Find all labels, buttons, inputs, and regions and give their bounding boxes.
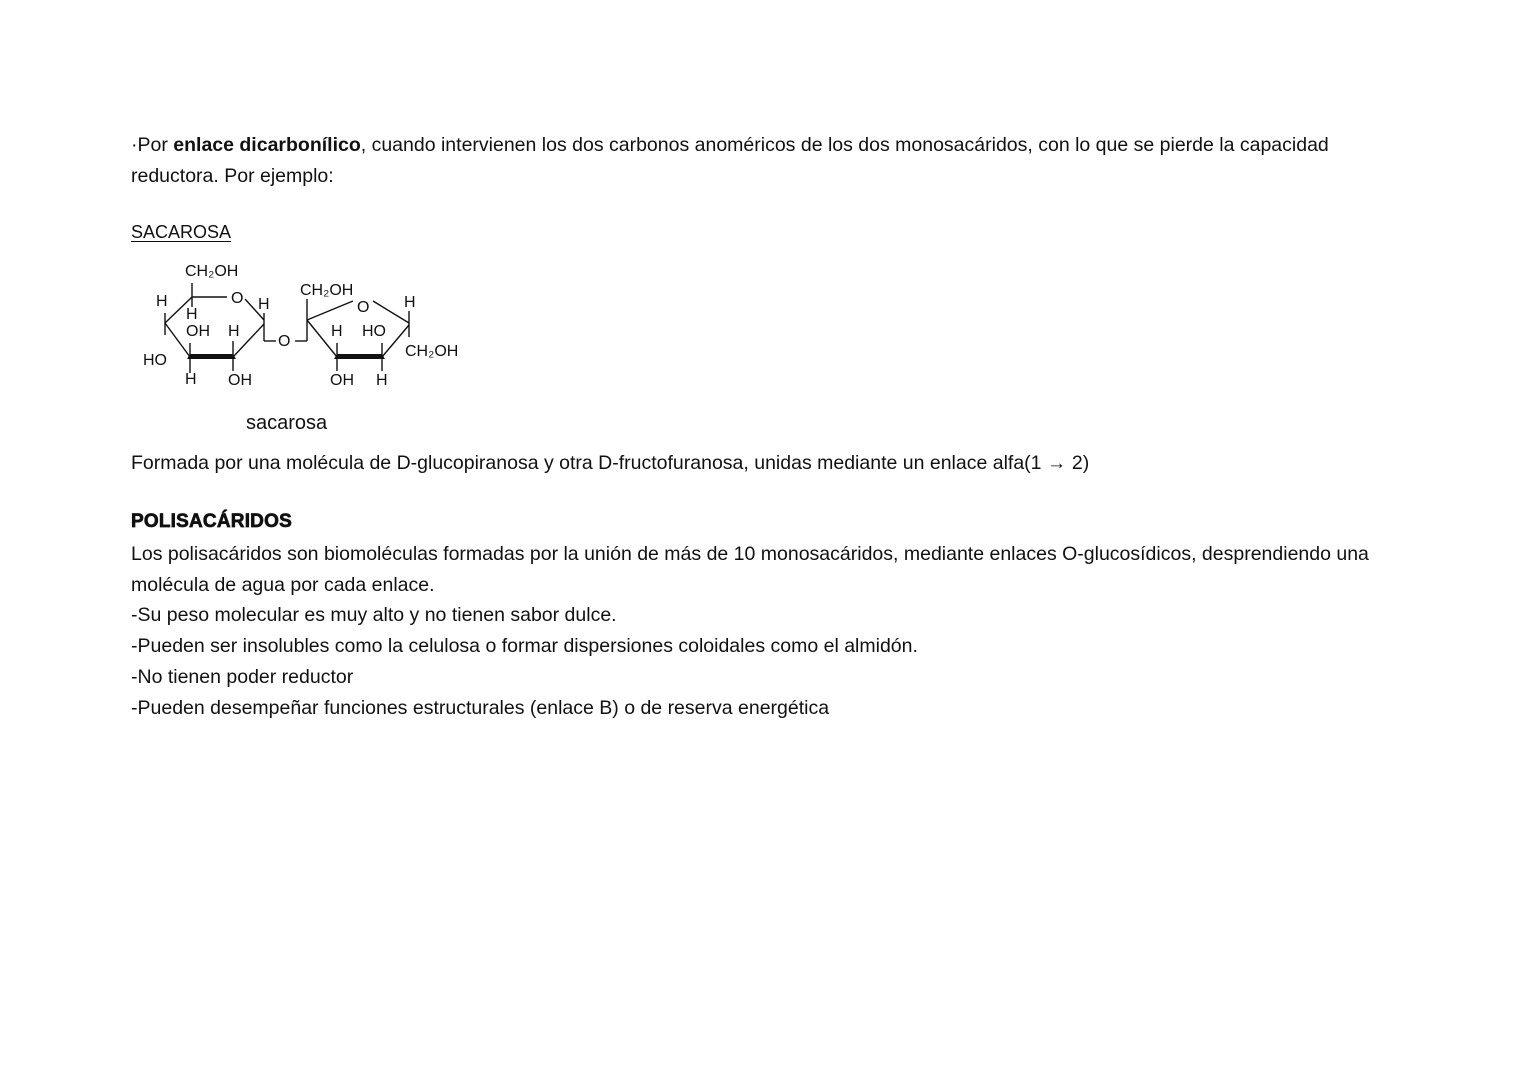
paragraph-line1-rest: , cuando intervienen los dos carbonos anoméricos de los dos monosacáridos, con lo que se pierde la capacidad (360, 134, 1329, 156)
sucrose-structure (135, 255, 480, 440)
bridge-o: O (278, 333, 291, 350)
fructose-ho-c3: HO (362, 323, 386, 340)
structure-caption: sacarosa (246, 412, 328, 434)
sacarosa-heading: SACAROSA (131, 222, 232, 242)
fructose-h-c5: H (404, 294, 416, 311)
glucose-h-c2: H (228, 323, 240, 340)
glucose-h-c1: H (258, 296, 270, 313)
fructose-oh-c3: OH (330, 372, 354, 389)
polisacaridos-line: -Su peso molecular es muy alto y no tienen sabor dulce. (131, 604, 617, 627)
paragraph-bold-term: enlace dicarbonílico (173, 134, 361, 156)
glucose-ch2oh: CH₂OH (185, 263, 239, 280)
polisacaridos-line: molécula de agua por cada enlace. (131, 573, 435, 596)
fructose-ring (295, 299, 409, 371)
polisacaridos-line: -Pueden ser insolubles como la celulosa o formar dispersiones coloidales como el almidón. (131, 635, 918, 658)
polisacaridos-line: -No tienen poder reductor (131, 665, 354, 688)
polisacaridos-title: POLISACÁRIDOS (131, 511, 292, 532)
fructose-ch2oh-right: CH₂OH (405, 343, 459, 360)
polisacaridos-line: -Pueden desempeñar funciones estructurales (enlace B) o de reserva energética (131, 696, 830, 719)
sucrose-description: Formada por una molécula de D-glucopiranosa y otra D-fructofuranosa, unidas mediante un enlace alfa(1 → 2) (131, 452, 1090, 474)
glucose-ho-c4: HO (143, 352, 167, 369)
fructose-bold-edge (334, 354, 385, 359)
glucose-bold-edge (187, 354, 236, 359)
glucose-ring-o: O (231, 290, 244, 307)
glucose-h-c3: H (185, 371, 197, 388)
fructose-h-c4: H (331, 323, 343, 340)
glucose-h-c5b: H (186, 306, 198, 323)
polisacaridos-line: Los polisacáridos son biomoléculas formadas por la unión de más de 10 monosacáridos, mediante enlaces O-glucosídicos, desprendiendo una (131, 543, 1369, 565)
glucose-oh-c3: OH (186, 323, 210, 340)
glucose-h-c5: H (156, 293, 168, 310)
paragraph-disaccharide-bond (131, 130, 1329, 191)
fructose-ring-o: O (357, 299, 370, 316)
glucose-oh-c2: OH (228, 372, 252, 389)
paragraph-line2: reductora. Por ejemplo: (131, 164, 334, 187)
paragraph-prefix: ·Por (131, 134, 174, 156)
fructose-ch2oh-top: CH₂OH (300, 282, 354, 299)
polisacaridos-body (131, 539, 1369, 723)
fructose-h-c4-bottom: H (376, 372, 388, 389)
